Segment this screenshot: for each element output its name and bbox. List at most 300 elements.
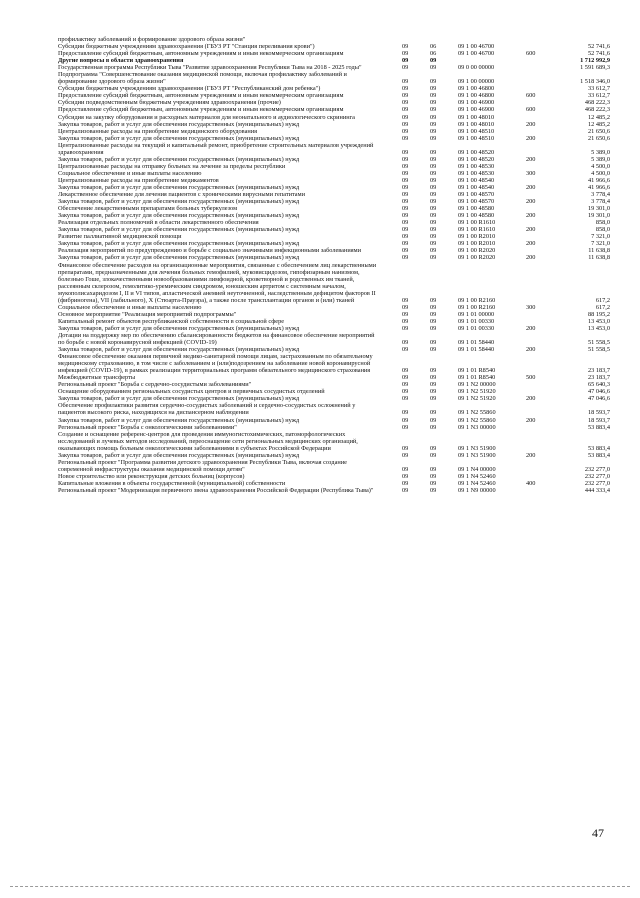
row-section-code: 09 bbox=[402, 296, 409, 304]
row-target-article-code: 09 1 00 48570 bbox=[458, 191, 495, 199]
table-row bbox=[58, 480, 610, 487]
row-expense-type-code: 200 bbox=[526, 324, 536, 332]
row-target-article-code: 09 1 00 R2020 bbox=[458, 247, 496, 255]
row-expense-type-code: 600 bbox=[526, 106, 536, 114]
row-expense-type-code: 600 bbox=[526, 50, 536, 58]
row-section-code: 09 bbox=[402, 99, 409, 107]
row-section-code: 09 bbox=[402, 155, 409, 163]
table-row bbox=[58, 374, 610, 381]
row-target-article-code: 09 1 00 48510 bbox=[458, 134, 495, 142]
row-description: Закупка товаров, работ и услуг для обеспечения государственных (муниципальных) нужд bbox=[58, 183, 300, 191]
row-description: Оснащение оборудованием региональных сосудистых центров и первичных сосудистых отделений bbox=[58, 388, 325, 396]
table-row bbox=[58, 247, 610, 254]
row-subsection-code: 09 bbox=[430, 120, 437, 128]
row-target-article-code: 09 1 00 48510 bbox=[458, 127, 495, 135]
table-row bbox=[58, 184, 610, 191]
row-subsection-code: 09 bbox=[430, 317, 437, 325]
row-subsection-code: 09 bbox=[430, 85, 437, 93]
row-description: Закупка товаров, работ и услуг для обеспечения государственных (муниципальных) нужд bbox=[58, 346, 300, 354]
row-target-article-code: 09 1 N4 00000 bbox=[458, 465, 496, 473]
row-description: Централизованные расходы на приобретение медикаментов bbox=[58, 176, 219, 184]
row-amount: 468 222,3 bbox=[584, 99, 610, 107]
row-target-article-code: 09 1 00 46900 bbox=[458, 106, 495, 114]
table-row bbox=[58, 233, 610, 240]
row-description: Субсидии бюджетным учреждениям здравоохранения (ГБУЗ РТ "Станция переливания крови") bbox=[58, 43, 315, 51]
row-subsection-code: 09 bbox=[430, 162, 437, 170]
row-section-code: 09 bbox=[402, 169, 409, 177]
table-row bbox=[58, 135, 610, 142]
row-section-code: 09 bbox=[402, 233, 409, 241]
row-description: Закупка товаров, работ и услуг для обеспечения государственных (муниципальных) нужд bbox=[58, 155, 300, 163]
row-description: Региональный проект "Борьба с онкологическими заболеваниями" bbox=[58, 423, 237, 431]
row-target-article-code: 09 1 00 48520 bbox=[458, 148, 495, 156]
row-target-article-code: 09 1 00 48530 bbox=[458, 169, 495, 177]
row-amount: 33 612,7 bbox=[587, 85, 610, 93]
row-section-code: 09 bbox=[402, 176, 409, 184]
row-target-article-code: 09 1 N2 00000 bbox=[458, 381, 496, 389]
row-expense-type-code: 200 bbox=[526, 240, 536, 248]
row-target-article-code: 09 1 00 48580 bbox=[458, 212, 495, 220]
row-subsection-code: 06 bbox=[430, 50, 437, 58]
row-amount: 53 883,4 bbox=[587, 444, 610, 452]
row-description: Закупка товаров, работ и услуг для обеспечения государственных (муниципальных) нужд bbox=[58, 120, 300, 128]
row-amount: 33 612,7 bbox=[587, 92, 610, 100]
row-amount: 18 593,7 bbox=[587, 409, 610, 417]
row-section-code: 09 bbox=[402, 226, 409, 234]
row-expense-type-code: 200 bbox=[526, 212, 536, 220]
row-amount: 23 183,7 bbox=[587, 374, 610, 382]
row-expense-type-code: 200 bbox=[526, 183, 536, 191]
row-target-article-code: 09 1 00 R2010 bbox=[458, 240, 496, 248]
row-section-code: 09 bbox=[402, 148, 409, 156]
row-target-article-code: 09 1 01 00000 bbox=[458, 310, 495, 318]
row-amount: 53 883,4 bbox=[587, 451, 610, 459]
table-row bbox=[58, 128, 610, 135]
row-amount: 617,2 bbox=[595, 296, 610, 304]
row-section-code: 09 bbox=[402, 367, 409, 375]
table-row bbox=[58, 254, 610, 261]
row-description: Финансовое обеспечение оказания первичной медико-санитарной помощи лицам, застрахованным по обязательному медицинскому страхованию, в том числе с заболеванием и (или)подозрением на заболевание новой коронавирусной инфекцией (COVID-19), в рамках реализации территориальных программ обязательного медицинского страхования bbox=[58, 353, 373, 375]
row-description: Предоставление субсидий бюджетным, автономным учреждениям и иным некоммерческим организациям bbox=[58, 106, 344, 114]
row-expense-type-code: 200 bbox=[526, 120, 536, 128]
row-target-article-code: 09 1 00 48010 bbox=[458, 113, 495, 121]
table-row bbox=[58, 142, 610, 156]
row-description: Закупка товаров, работ и услуг для обеспечения государственных (муниципальных) нужд bbox=[58, 198, 300, 206]
row-expense-type-code: 200 bbox=[526, 155, 536, 163]
row-subsection-code: 09 bbox=[430, 155, 437, 163]
table-row bbox=[58, 473, 610, 480]
row-target-article-code: 09 1 00 46800 bbox=[458, 85, 495, 93]
row-expense-type-code: 200 bbox=[526, 134, 536, 142]
row-expense-type-code: 200 bbox=[526, 198, 536, 206]
table-row bbox=[58, 417, 610, 424]
row-expense-type-code: 200 bbox=[526, 416, 536, 424]
row-description: Закупка товаров, работ и услуг для обеспечения государственных (муниципальных) нужд bbox=[58, 416, 300, 424]
row-description: Региональный проект "Борьба с сердечно-сосудистыми заболеваниями" bbox=[58, 381, 252, 389]
table-row bbox=[58, 311, 610, 318]
table-row bbox=[58, 402, 610, 416]
row-amount: 444 333,4 bbox=[584, 487, 610, 494]
row-section-code: 09 bbox=[402, 134, 409, 142]
table-row bbox=[58, 262, 610, 304]
row-description: Региональный проект "Программа развития детского здравоохранения Республики Тыва, включая создание современной инфраструктуры оказания медицинской помощи детям" bbox=[58, 458, 347, 473]
row-amount: 41 966,6 bbox=[587, 183, 610, 191]
table-row bbox=[58, 99, 610, 106]
row-section-code: 09 bbox=[402, 303, 409, 311]
row-section-code: 09 bbox=[402, 85, 409, 93]
row-description: Капитальные вложения в объекты государственной (муниципальной) собственности bbox=[58, 479, 286, 487]
row-subsection-code: 09 bbox=[430, 106, 437, 114]
row-description: Предоставление субсидий бюджетным, автономным учреждениям и иным некоммерческим организациям bbox=[58, 92, 344, 100]
row-target-article-code: 09 1 00 48540 bbox=[458, 176, 495, 184]
row-target-article-code: 09 1 00 R2020 bbox=[458, 254, 496, 262]
row-section-code: 09 bbox=[402, 162, 409, 170]
row-subsection-code: 09 bbox=[430, 479, 437, 487]
row-section-code: 09 bbox=[402, 219, 409, 227]
table-row bbox=[58, 212, 610, 219]
table-row bbox=[58, 325, 610, 332]
row-description: Дотации на поддержку мер по обеспечению сбалансированности бюджетов на финансовое обеспечение мероприятий по борьбе с новой коронавирусной инфекцией (COVID-19) bbox=[58, 331, 375, 347]
row-target-article-code: 09 1 00 46800 bbox=[458, 92, 495, 100]
table-row bbox=[58, 381, 610, 388]
row-subsection-code: 09 bbox=[430, 254, 437, 262]
row-amount: 3 778,4 bbox=[591, 198, 610, 206]
row-expense-type-code: 300 bbox=[526, 169, 536, 177]
row-subsection-code: 09 bbox=[430, 303, 437, 311]
row-section-code: 09 bbox=[402, 451, 409, 459]
row-section-code: 09 bbox=[402, 43, 409, 51]
row-expense-type-code: 200 bbox=[526, 451, 536, 459]
row-description: Централизованные расходы на приобретение медицинского оборудования bbox=[58, 127, 257, 135]
row-amount: 1 518 346,0 bbox=[580, 78, 610, 86]
table-row bbox=[58, 106, 610, 113]
row-description: Субсидии подведомственным бюджетным учреждениям здравоохранения (прочие) bbox=[58, 99, 281, 107]
row-target-article-code: 09 1 N2 51920 bbox=[458, 395, 496, 403]
row-target-article-code: 09 1 N2 55860 bbox=[458, 416, 496, 424]
row-section-code: 09 bbox=[402, 57, 409, 65]
row-section-code: 09 bbox=[402, 388, 409, 396]
row-target-article-code: 09 1 00 R2010 bbox=[458, 233, 496, 241]
row-amount: 232 277,0 bbox=[584, 479, 610, 487]
row-amount: 51 558,5 bbox=[587, 339, 610, 347]
row-expense-type-code: 200 bbox=[526, 346, 536, 354]
row-subsection-code: 09 bbox=[430, 367, 437, 375]
row-amount: 41 966,6 bbox=[587, 176, 610, 184]
row-amount: 5 389,0 bbox=[591, 148, 610, 156]
row-subsection-code: 09 bbox=[430, 423, 437, 431]
row-subsection-code: 09 bbox=[430, 226, 437, 234]
row-amount: 19 301,0 bbox=[587, 212, 610, 220]
row-description: Обеспечение профилактики развития сердечно-сосудистых заболеваний и сердечно-сосудистых осложнений у пациентов высокого риска, находящихся на диспансерном наблюдении bbox=[58, 402, 356, 417]
row-expense-type-code: 300 bbox=[526, 303, 536, 311]
row-subsection-code: 09 bbox=[430, 134, 437, 142]
row-section-code: 09 bbox=[402, 317, 409, 325]
row-subsection-code: 09 bbox=[430, 57, 437, 65]
row-subsection-code: 09 bbox=[430, 339, 437, 347]
row-subsection-code: 09 bbox=[430, 233, 437, 241]
row-section-code: 09 bbox=[402, 78, 409, 86]
row-description: Предоставление субсидий бюджетным, автономным учреждениям и иным некоммерческим организациям bbox=[58, 50, 344, 58]
row-section-code: 09 bbox=[402, 212, 409, 220]
row-amount: 18 593,7 bbox=[587, 416, 610, 424]
table-row bbox=[58, 198, 610, 205]
row-description: Централизованные расходы на текущий и капитальный ремонт, приобретение строительных материалов учреждений здравоохранения bbox=[58, 141, 374, 156]
table-row bbox=[58, 431, 610, 452]
row-description: профилактику заболеваний и формирование здорового образа жизни" bbox=[58, 36, 246, 43]
row-target-article-code: 09 1 01 58440 bbox=[458, 339, 495, 347]
row-subsection-code: 09 bbox=[430, 374, 437, 382]
row-description: Закупка товаров, работ и услуг для обеспечения государственных (муниципальных) нужд bbox=[58, 324, 300, 332]
row-description: Закупка товаров, работ и услуг для обеспечения государственных (муниципальных) нужд bbox=[58, 254, 300, 262]
row-amount: 52 741,6 bbox=[587, 50, 610, 58]
row-subsection-code: 09 bbox=[430, 183, 437, 191]
row-section-code: 09 bbox=[402, 113, 409, 121]
table-row bbox=[58, 163, 610, 170]
row-target-article-code: 09 1 00 00000 bbox=[458, 78, 495, 86]
row-target-article-code: 09 1 01 R8540 bbox=[458, 374, 496, 382]
row-target-article-code: 09 1 01 00330 bbox=[458, 317, 495, 325]
row-target-article-code: 09 1 01 58440 bbox=[458, 346, 495, 354]
table-row bbox=[58, 114, 610, 121]
row-target-article-code: 09 1 01 R8540 bbox=[458, 367, 496, 375]
row-target-article-code: 09 1 N4 52460 bbox=[458, 472, 496, 480]
row-description: Финансовое обеспечение расходов на организационные мероприятия, связанные с обеспечением лиц лекарственными препаратами, предназначенными для лечения больных гемофилией, муковисцидозом, гипофизарным нанизмом, болезнью Гоше, злокачественными новообразованиями лимфоидной, кроветворной и родственных им тканей, рассеянным склерозом, гемолитико-уремическим синдромом, юношеским артритом с системным началом, мукополисахаридозом I, II и VI типов, апластической анемией неуточненной, наследственным дефицитом факторов II (фибриногена), VII (лабильного), X (Стюарта-Прауэра), а также после трансплантации органов и (или) тканей bbox=[58, 261, 377, 304]
row-expense-type-code: 500 bbox=[526, 374, 536, 382]
row-description: Новое строительство или реконструкция детских больниц (корпусов) bbox=[58, 472, 245, 480]
row-description: Обеспечение лекарственными препаратами больных туберкулезом bbox=[58, 205, 238, 213]
row-target-article-code: 09 1 00 46700 bbox=[458, 50, 495, 58]
row-description: Закупка товаров, работ и услуг для обеспечения государственных (муниципальных) нужд bbox=[58, 240, 300, 248]
row-target-article-code: 09 1 N3 51900 bbox=[458, 451, 496, 459]
row-target-article-code: 09 1 00 R2160 bbox=[458, 296, 496, 304]
row-description: Лекарственное обеспечение для лечения пациентов с хроническими вирусными гепатитами bbox=[58, 191, 305, 199]
row-target-article-code: 09 1 N3 51900 bbox=[458, 444, 496, 452]
row-section-code: 09 bbox=[402, 183, 409, 191]
row-target-article-code: 09 1 00 48010 bbox=[458, 120, 495, 128]
table-row bbox=[58, 57, 610, 64]
row-subsection-code: 09 bbox=[430, 487, 437, 494]
row-description: Основное мероприятие "Реализация мероприятий подпрограммы" bbox=[58, 310, 237, 318]
row-section-code: 09 bbox=[402, 92, 409, 100]
table-row bbox=[58, 459, 610, 473]
row-description: Субсидия на закупку оборудования и расходных материалов для неонатального и аудиологического скрининга bbox=[58, 113, 355, 121]
row-section-code: 09 bbox=[402, 247, 409, 255]
scan-edge-line bbox=[10, 886, 630, 887]
row-description: Подпрограмма "Совершенствование оказания медицинской помощи, включая профилактику заболеваний и формирование здорового образа жизни" bbox=[58, 71, 347, 86]
row-section-code: 09 bbox=[402, 479, 409, 487]
row-description: Государственная программа Республики Тыва "Развитие здравоохранения Республики Тыва на 2018 - 2025 годы" bbox=[58, 64, 362, 72]
row-amount: 51 558,5 bbox=[587, 346, 610, 354]
row-amount: 47 046,6 bbox=[587, 388, 610, 396]
row-description: Региональный проект "Модернизация первичного звена здравоохранения Российской Федерации (Республика Тыва)" bbox=[58, 487, 374, 494]
row-description: Субсидии бюджетным учреждениям здравоохранения (ГБУЗ РТ "Республиканский дом ребенка") bbox=[58, 85, 321, 93]
row-section-code: 09 bbox=[402, 324, 409, 332]
row-subsection-code: 09 bbox=[430, 78, 437, 86]
row-subsection-code: 09 bbox=[430, 92, 437, 100]
table-row bbox=[58, 156, 610, 163]
table-row bbox=[58, 92, 610, 99]
row-section-code: 09 bbox=[402, 472, 409, 480]
table-row bbox=[58, 43, 610, 50]
table-row bbox=[58, 395, 610, 402]
row-section-code: 09 bbox=[402, 374, 409, 382]
row-subsection-code: 09 bbox=[430, 176, 437, 184]
row-subsection-code: 09 bbox=[430, 416, 437, 424]
table-row bbox=[58, 388, 610, 395]
table-row bbox=[58, 170, 610, 177]
row-amount: 4 500,0 bbox=[591, 169, 610, 177]
row-description: Создание и оснащение референс-центров для проведения иммуногистохимических, патоморфологических исследований и лучевых методов исследований, переоснащение сети региональных медицинских организаций, оказывающих помощь больным онкологическими заболеваниями в субъектах Российской Федерации bbox=[58, 430, 358, 452]
row-target-article-code: 09 1 00 R1610 bbox=[458, 219, 496, 227]
budget-table bbox=[58, 36, 610, 494]
row-target-article-code: 09 1 00 48540 bbox=[458, 183, 495, 191]
table-row bbox=[58, 177, 610, 184]
table-row bbox=[58, 346, 610, 353]
table-row bbox=[58, 353, 610, 374]
row-description: Закупка товаров, работ и услуг для обеспечения государственных (муниципальных) нужд bbox=[58, 212, 300, 220]
row-target-article-code: 09 1 00 R2160 bbox=[458, 303, 496, 311]
row-target-article-code: 09 1 00 46700 bbox=[458, 43, 495, 51]
row-target-article-code: 09 1 00 48520 bbox=[458, 155, 495, 163]
row-amount: 858,0 bbox=[595, 219, 610, 227]
row-description: Централизованные расходы на отправку больных на лечение за пределы республики bbox=[58, 162, 286, 170]
row-amount: 4 500,0 bbox=[591, 162, 610, 170]
row-expense-type-code: 600 bbox=[526, 92, 536, 100]
row-subsection-code: 09 bbox=[430, 381, 437, 389]
row-subsection-code: 09 bbox=[430, 444, 437, 452]
row-amount: 617,2 bbox=[595, 303, 610, 311]
row-amount: 468 222,3 bbox=[584, 106, 610, 114]
row-subsection-code: 09 bbox=[430, 395, 437, 403]
row-section-code: 09 bbox=[402, 444, 409, 452]
row-amount: 21 650,6 bbox=[587, 127, 610, 135]
row-description: Развитие паллиативной медицинской помощи bbox=[58, 233, 182, 241]
row-subsection-code: 09 bbox=[430, 205, 437, 213]
row-subsection-code: 09 bbox=[430, 472, 437, 480]
row-description: Другие вопросы в области здравоохранения bbox=[58, 57, 184, 65]
row-subsection-code: 09 bbox=[430, 465, 437, 473]
row-amount: 7 321,0 bbox=[591, 240, 610, 248]
row-description: Закупка товаров, работ и услуг для обеспечения государственных (муниципальных) нужд bbox=[58, 134, 300, 142]
row-section-code: 09 bbox=[402, 120, 409, 128]
row-section-code: 09 bbox=[402, 191, 409, 199]
row-description: Реализация отдельных полномочий в области лекарственного обеспечения bbox=[58, 219, 259, 227]
row-expense-type-code: 200 bbox=[526, 395, 536, 403]
row-target-article-code: 09 1 00 R1610 bbox=[458, 226, 496, 234]
row-target-article-code: 09 1 01 00330 bbox=[458, 324, 495, 332]
row-subsection-code: 09 bbox=[430, 64, 437, 72]
row-amount: 7 321,0 bbox=[591, 233, 610, 241]
row-subsection-code: 09 bbox=[430, 219, 437, 227]
row-section-code: 09 bbox=[402, 106, 409, 114]
page-number: 47 bbox=[592, 826, 604, 840]
table-row bbox=[58, 240, 610, 247]
row-section-code: 09 bbox=[402, 50, 409, 58]
row-target-article-code: 09 1 00 48580 bbox=[458, 205, 495, 213]
row-section-code: 09 bbox=[402, 205, 409, 213]
row-section-code: 09 bbox=[402, 198, 409, 206]
row-target-article-code: 09 1 00 48570 bbox=[458, 198, 495, 206]
row-description: Межбюджетные трансферты bbox=[58, 374, 136, 382]
row-subsection-code: 09 bbox=[430, 388, 437, 396]
row-section-code: 09 bbox=[402, 254, 409, 262]
row-amount: 5 389,0 bbox=[591, 155, 610, 163]
table-row bbox=[58, 304, 610, 311]
table-row bbox=[58, 85, 610, 92]
row-description: Закупка товаров, работ и услуг для обеспечения государственных (муниципальных) нужд bbox=[58, 451, 300, 459]
row-amount: 13 453,0 bbox=[587, 324, 610, 332]
row-amount: 1 712 992,9 bbox=[580, 57, 610, 65]
row-section-code: 09 bbox=[402, 339, 409, 347]
row-subsection-code: 09 bbox=[430, 191, 437, 199]
row-amount: 53 883,4 bbox=[587, 423, 610, 431]
row-amount: 65 640,3 bbox=[587, 381, 610, 389]
row-description: Закупка товаров, работ и услуг для обеспечения государственных (муниципальных) нужд bbox=[58, 226, 300, 234]
table-row bbox=[58, 424, 610, 431]
row-description: Социальное обеспечение и иные выплаты населению bbox=[58, 303, 202, 311]
row-amount: 232 277,0 bbox=[584, 465, 610, 473]
row-subsection-code: 09 bbox=[430, 310, 437, 318]
table-row bbox=[58, 71, 610, 85]
table-row bbox=[58, 121, 610, 128]
row-amount: 3 778,4 bbox=[591, 191, 610, 199]
row-section-code: 09 bbox=[402, 346, 409, 354]
row-description: Закупка товаров, работ и услуг для обеспечения государственных (муниципальных) нужд bbox=[58, 395, 300, 403]
row-subsection-code: 09 bbox=[430, 148, 437, 156]
row-section-code: 09 bbox=[402, 487, 409, 494]
row-description: Реализация мероприятий по предупреждению и борьбе с социально значимыми инфекционными заболеваниями bbox=[58, 247, 361, 255]
row-section-code: 09 bbox=[402, 310, 409, 318]
row-target-article-code: 09 1 00 46900 bbox=[458, 99, 495, 107]
row-amount: 47 046,6 bbox=[587, 395, 610, 403]
row-section-code: 09 bbox=[402, 423, 409, 431]
row-subsection-code: 09 bbox=[430, 212, 437, 220]
row-section-code: 09 bbox=[402, 381, 409, 389]
row-section-code: 09 bbox=[402, 127, 409, 135]
row-expense-type-code: 200 bbox=[526, 226, 536, 234]
table-row bbox=[58, 36, 610, 43]
row-section-code: 09 bbox=[402, 409, 409, 417]
table-row bbox=[58, 487, 610, 494]
row-subsection-code: 09 bbox=[430, 99, 437, 107]
table-row bbox=[58, 219, 610, 226]
table-row bbox=[58, 452, 610, 459]
row-subsection-code: 09 bbox=[430, 127, 437, 135]
row-subsection-code: 09 bbox=[430, 240, 437, 248]
row-target-article-code: 09 1 N4 52460 bbox=[458, 479, 496, 487]
table-row bbox=[58, 332, 610, 346]
table-row bbox=[58, 191, 610, 198]
row-target-article-code: 09 1 N2 51920 bbox=[458, 388, 496, 396]
row-subsection-code: 09 bbox=[430, 296, 437, 304]
row-target-article-code: 09 1 00 48530 bbox=[458, 162, 495, 170]
row-amount: 88 195,2 bbox=[587, 310, 610, 318]
row-section-code: 09 bbox=[402, 416, 409, 424]
row-expense-type-code: 200 bbox=[526, 254, 536, 262]
row-amount: 1 591 689,3 bbox=[580, 64, 610, 72]
table-row bbox=[58, 226, 610, 233]
row-amount: 23 183,7 bbox=[587, 367, 610, 375]
row-section-code: 09 bbox=[402, 240, 409, 248]
row-subsection-code: 09 bbox=[430, 451, 437, 459]
row-amount: 232 277,0 bbox=[584, 472, 610, 480]
table-row bbox=[58, 64, 610, 71]
table-row bbox=[58, 205, 610, 212]
row-section-code: 09 bbox=[402, 465, 409, 473]
row-amount: 52 741,6 bbox=[587, 43, 610, 51]
row-subsection-code: 09 bbox=[430, 247, 437, 255]
row-subsection-code: 09 bbox=[430, 409, 437, 417]
